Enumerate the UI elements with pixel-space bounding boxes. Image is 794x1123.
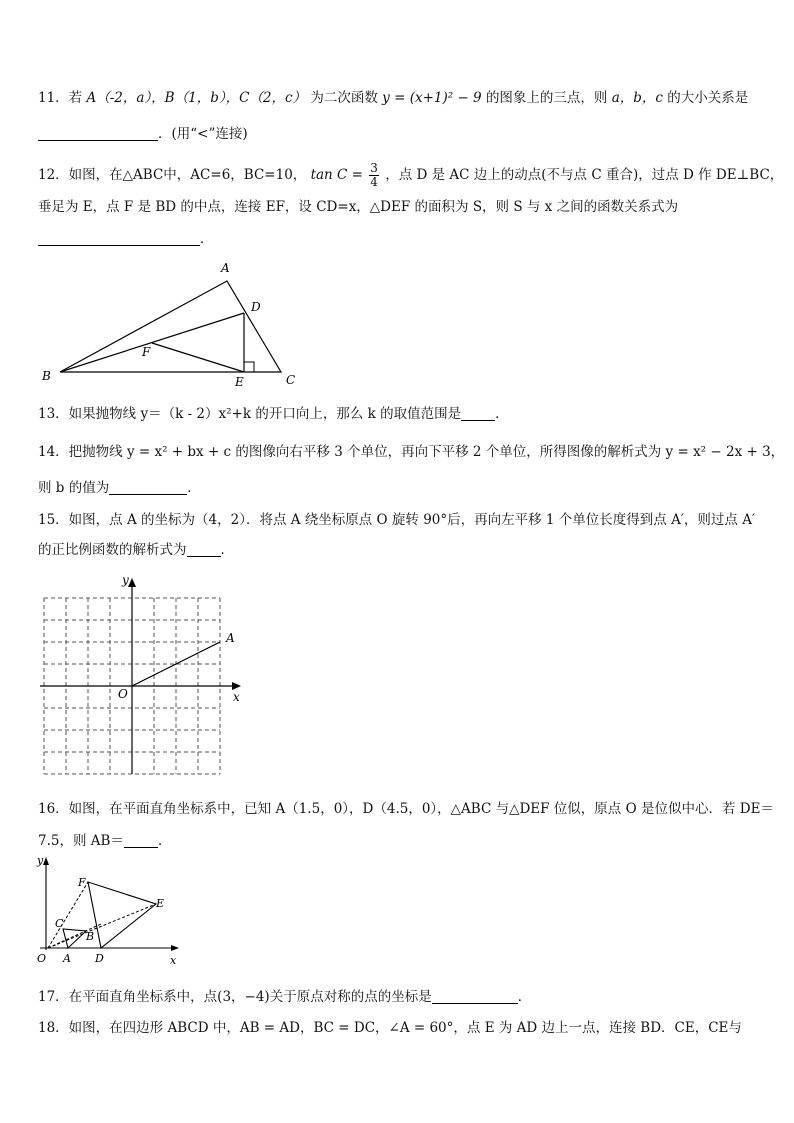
label-a: A [226,631,235,645]
label-b: B [86,930,95,943]
label-o: O [118,687,128,701]
q16-line2: 7.5，则 AB＝ ． [38,833,172,849]
q18-line: 18．如图，在四边形 ABCD 中，AB = AD，BC = DC，∠A = 60°，点 E 为 AD 边上一点，连接 BD．CE，CE与 [38,1020,742,1036]
q15-line2: 的正比例函数的解析式为 ． [38,542,234,558]
label-a: A [221,261,230,275]
q14-answer-blank[interactable] [109,480,187,495]
q17-line: 17．在平面直角坐标系中，点(3，−4)关于原点对称的点的坐标是 ． [38,989,532,1005]
q11-answer-blank[interactable] [38,126,158,141]
right-angle-mark [244,362,254,372]
q17-answer-blank[interactable] [432,989,518,1004]
q11-formula: y = (x+1)² − 9 [382,90,482,106]
label-e: E [156,897,165,910]
q11-points: A（-2，a），B（1，b），C（2，c） [86,90,307,106]
label-x: x [170,954,177,967]
q16-answer-blank[interactable] [124,833,158,848]
triangle-abc [60,281,281,372]
label-c: C [55,917,64,930]
y-axis-arrow [128,578,136,587]
segment-ef [152,343,244,372]
q12-line1: 12．如图，在△ABC中，AC=6，BC=10， tan C = $\frac{3}{4}$ ，点 D 是 AC 边上的动点(不与点 C 重合)，过点 D 作 DE⊥BC， [38,161,784,189]
q15-line1: 15．如图，点 A 的坐标为（4，2）．将点 A 绕坐标原点 O 旋转 90°后，再向左平移 1 个单位长度得到点 A′，则过点 A′ [38,512,756,528]
q14-line2: 则 b 的值为 ． [38,480,201,496]
q11-line1: 11．若 A（-2，a），B（1，b），C（2，c） 为二次函数 y = (x+1)² − 9 的图象上的三点，则 a，b，c 的大小关系是 [38,90,749,106]
label-d: D [251,300,261,314]
label-b: B [42,369,51,383]
q12-line2: 垂足为 E，点 F 是 BD 的中点，连接 EF，设 CD=x，△DEF 的面积为 S，则 S 与 x 之间的函数关系式为 [38,199,679,215]
q13-line: 13．如果抛物线 y＝（k - 2）x²+k 的开口向上，那么 k 的取值范围是 ． [38,406,509,422]
q14-line1: 14．把抛物线 y = x² + bx + c 的图像向右平移 3 个单位，再向下平移 2 个单位，所得图像的解析式为 y = x² − 2x + 3， [38,444,785,460]
y-axis-arrow [43,857,49,865]
q13-answer-blank[interactable] [461,406,495,421]
q12-fraction: $\frac{3}{4}$ [370,161,378,189]
label-f: F [142,345,151,359]
ray-of [48,882,88,948]
label-c: C [286,373,296,387]
label-f: F [78,876,86,889]
triangle-def [88,882,156,948]
q16-homothety-figure [36,852,186,972]
q12-line3: ． [38,230,214,248]
q15-answer-blank[interactable] [187,542,221,557]
label-y: y [37,854,44,867]
x-axis-arrow [171,945,179,951]
q12-answer-blank[interactable] [38,231,200,246]
label-y: y [122,573,129,587]
q12-triangle-figure [36,258,306,388]
q15-grid-figure [36,570,256,780]
label-a: A [63,952,71,965]
label-o: O [37,952,47,965]
ray-oe [48,904,156,948]
label-e: E [235,375,244,388]
label-x: x [233,690,240,704]
q11-line2: ．(用“<”连接) [38,125,248,143]
x-axis-arrow [232,682,241,690]
triangle-abc [63,929,86,948]
label-d: D [95,952,104,965]
q16-line1: 16．如图，在平面直角坐标系中，已知 A（1.5，0），D（4.5，0），△ABC 与△DEF 位似，原点 O 是位似中心．若 DE＝ [38,801,774,817]
